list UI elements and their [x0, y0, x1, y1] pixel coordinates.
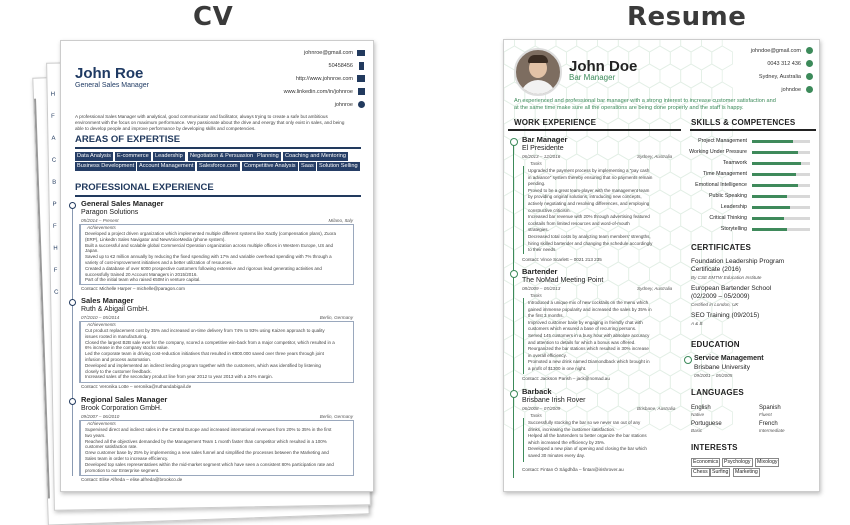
skill-bar-fill — [752, 206, 790, 209]
bullet-line: Supervised direct and indirect sales in the Central Europe and increased international revenues from 20% to 35% in the first — [85, 427, 332, 432]
cv-back-sheet: H F A C B P F H F C — [46, 57, 371, 510]
bullet-line: variety of cost-improvement initiatives and a better utilization of resources. — [85, 260, 233, 265]
skill-bar — [752, 228, 810, 231]
cv-contact-linkedin[interactable]: www.linkedin.com/in/johnroe — [283, 89, 353, 95]
skill-bar — [752, 162, 810, 165]
resume-job-dates: 08/2009 – 05/2013 — [522, 286, 561, 291]
interest-chip: Mixology — [757, 459, 778, 465]
bullet-line: customers which ensured a base of recurring persons. — [528, 326, 637, 332]
bullet-line: Developed a new plan of opening and closing the bar which — [528, 446, 647, 452]
language-level: Native — [691, 412, 705, 417]
cv-job-title-item: Sales Manager — [81, 296, 134, 305]
language-level: Intermediate — [759, 428, 785, 433]
cv-company: Brook Corporation GmbH. — [81, 405, 162, 412]
timeline-dot — [684, 356, 692, 364]
bullet-line: 6% increase in the company stocks value. — [85, 345, 169, 351]
bullet-line: actively negotiating and resolving differences, and employing — [528, 201, 650, 206]
tasks-label: Tasks — [530, 161, 542, 166]
resume-contact-phone: 0043 312 436 — [767, 61, 801, 67]
resume-company: The NoMad Meeting Point — [522, 277, 604, 284]
interest-chip: Economics — [693, 459, 719, 465]
expertise-tag: E-commerce — [117, 153, 149, 159]
skill-name: Working Under Pressure — [689, 149, 747, 155]
expertise-tag: Data Analysis — [77, 153, 111, 159]
expertise-tag: Account Management — [139, 163, 194, 169]
cv-timeline — [72, 206, 73, 476]
bullet-line: Japan. — [85, 248, 99, 254]
cv-job-dates: 05/2014 – Present — [81, 218, 119, 223]
bullet-line: Upgraded the payment process by implementing a "pay cash — [528, 168, 650, 173]
certificate-name: Foundation Leadership Program — [691, 258, 785, 265]
bullet-line: Successfully stocking the bar so we never ran out of any — [528, 420, 641, 425]
resume-job-contact: Contact: Vince Scarlett – 0021 213 235 — [522, 257, 602, 262]
education-dates: 09/2001 – 05/2005 — [694, 373, 733, 378]
cv-job-location: Berlin, Germany — [319, 414, 353, 419]
skill-name: Time Management — [703, 171, 747, 177]
bullet-line: Served 145 customers in a busy hour with absolute accuracy — [528, 333, 650, 338]
location-icon — [806, 73, 813, 80]
interest-chip: Psychology — [724, 459, 751, 465]
bullet-line: Closed the largest B2B sale ever for the company, scored a competitive win-back from a major competitor, which resulted in a — [85, 339, 335, 345]
bullet-line: saved 30 minutes every day. — [528, 453, 585, 458]
bullet-line: closely to the customer feedback. — [85, 368, 152, 374]
skill-bar-fill — [752, 140, 793, 143]
cv-heading: CV — [193, 2, 234, 32]
education-school: Brisbane University — [694, 364, 750, 371]
interest-chip: Chess — [693, 469, 708, 475]
cv-summary-line: A professional Sales Manager with analytical, good communicator and facilitator, always trying to create a safe but ambitious — [75, 114, 328, 119]
cv-company: Paragon Solutions — [81, 209, 139, 216]
resume-job-location: Sydney, Australia — [637, 154, 673, 159]
skill-name: Storytelling — [720, 226, 747, 232]
skill-bar-fill — [752, 151, 798, 154]
skill-bar — [752, 217, 810, 220]
cv-expertise-title: AREAS OF EXPERTISE — [75, 134, 181, 145]
task-block-line — [523, 418, 524, 462]
timeline-dot — [69, 202, 76, 209]
cv-job-title: General Sales Manager — [75, 82, 149, 89]
skill-name: Public Speaking — [709, 193, 747, 199]
bullet-line: Promoted a new drink named Diamondback which brought in — [528, 359, 650, 365]
cv-job-title-item: General Sales Manager — [81, 199, 164, 208]
skill-bar — [752, 184, 810, 187]
language-name: French — [759, 421, 778, 427]
envelope-icon — [806, 47, 813, 54]
resume-document — [503, 39, 820, 492]
bullet-line: Cut product replacement cost by 35% and increased on-time delivery from 74% to 93% using Kaizen approach to quality — [85, 328, 325, 333]
resume-company: Brisbane Irish Rover — [522, 397, 586, 404]
certificate-name: European Bartender School — [691, 285, 772, 292]
language-level: Fluent — [759, 412, 772, 417]
resume-job-title-item: Barback — [522, 387, 552, 396]
resume-job-contact: Contact: Jackson Parish – jack@nomad.au — [522, 376, 610, 381]
expertise-tag: Business Development — [77, 163, 135, 169]
certificate-issuer: Certified in London, UK — [691, 302, 739, 307]
bullet-line: constructive criticism. — [528, 207, 571, 213]
section-divider — [508, 129, 681, 131]
timeline-dot — [69, 398, 76, 405]
cv-job-location: Berlin, Germany — [319, 315, 353, 320]
skill-bar-fill — [752, 173, 796, 176]
bullet-line: in overall efficiency. — [528, 352, 567, 358]
cv-job-contact: Contact: Michelle Harper – michelle@paragon.com — [81, 286, 185, 291]
bullet-line: Reached all the objectives demanded by the Management Team 1 month faster than competitor which resulted in a 100% — [85, 438, 327, 444]
interests-title: INTERESTS — [691, 443, 738, 452]
skill-name: Emotional Intelligence — [695, 182, 747, 188]
skills-title: SKILLS & COMPETENCES — [691, 118, 796, 127]
bullet-line: gained immense popularity and increased the sales by 35% in — [528, 306, 652, 312]
resume-timeline — [513, 143, 514, 478]
skype-icon — [806, 86, 813, 93]
skill-name: Critical Thinking — [709, 215, 747, 221]
cv-contact-phone: 50458456 — [328, 63, 353, 69]
resume-job-title-item: Bartender — [522, 267, 558, 276]
skill-bar — [752, 140, 810, 143]
achievements-label: Achievements — [87, 225, 116, 230]
bullet-line: Developed and implemented an indirect lending program together with the customers, which was identified by listening — [85, 362, 321, 368]
skill-bar — [752, 173, 810, 176]
skill-name: Project Management — [698, 138, 747, 144]
timeline-dot — [69, 299, 76, 306]
interest-chip: Marketing — [735, 469, 758, 475]
skill-bar-fill — [752, 184, 798, 187]
interest-chip: Surfing — [712, 469, 729, 475]
cv-name: John Roe — [75, 65, 144, 82]
expertise-tag: Salesforce.com — [199, 163, 238, 169]
cv-job-dates: 07/2010 – 05/2014 — [81, 315, 120, 320]
language-name: Spanish — [759, 405, 781, 411]
bullet-line: Reorganized the bar stations which resulted in 30% increase — [528, 346, 649, 352]
timeline-dot — [510, 390, 518, 398]
certificate-name: (02/2009 – 05/2009) — [691, 293, 750, 300]
certificate-issuer: A & B — [691, 321, 703, 326]
bullet-line: customer satisfaction rate. — [85, 444, 138, 450]
bullet-line: which increased the efficiency by 25%. — [528, 439, 606, 445]
resume-job-dates: 06/2008 – 07/2009 — [522, 406, 561, 411]
phone-icon — [806, 60, 813, 67]
bullet-line: Built a successful and scalable global Commercial Operation organization across multiple offices in Western Europe, US and — [85, 242, 333, 248]
achievements-label: Achievements — [87, 322, 116, 327]
language-level: Basic — [691, 428, 703, 433]
cv-job-contact: Contact: Veronika Lotte – veronika@ruthandabigail.de — [81, 384, 192, 389]
bullet-line: infusion and process automation. — [85, 357, 152, 362]
bullet-line: cocktails from limited resources and word-of-mouth — [528, 220, 630, 226]
bullet-line: Grew customer base by 25% by implementing a new sales funnel and simplified the processes between the Marketing and — [85, 450, 329, 456]
bullet-line: Introduced a unique mix of new cocktails on the menu which — [528, 300, 649, 305]
resume-company: El Presidente — [522, 145, 564, 152]
resume-job-title-item: Bar Manager — [522, 135, 568, 144]
certificate-issuer: By CSE EMTW Education Institute — [691, 275, 762, 280]
task-block-line — [523, 166, 524, 254]
bullet-line: Sales team in order to increase efficiency. — [85, 456, 169, 461]
resume-job-location: Brisbane, Australia — [637, 406, 676, 411]
bullet-line: strategies. — [528, 227, 549, 233]
bullet-line: to their needs. — [528, 247, 557, 253]
skill-bar-fill — [752, 195, 787, 198]
resume-job-title: Bar Manager — [569, 73, 616, 82]
skill-bar-fill — [752, 162, 801, 165]
work-experience-title: WORK EXPERIENCE — [514, 118, 597, 127]
section-divider — [75, 147, 361, 149]
cv-contact-website[interactable]: http://www.johnroe.com — [295, 76, 353, 82]
bullet-line: a profit of $1300 in one night. — [528, 366, 587, 371]
bullet-line: and attention to details for which a bonus was offered. — [528, 339, 636, 345]
language-name: English — [691, 405, 711, 411]
certificate-name: Certificate (2016) — [691, 266, 741, 273]
resume-contact-skype: johndoe — [781, 87, 801, 93]
bullet-line: Increased sales of the secondary product line from year 2012 to year 2013 with a 24% margin. — [85, 374, 273, 380]
bullet-line: Proved to be a great team-player with the management team — [528, 187, 650, 193]
bullet-line: Developed a project driven organization which implemented multiple different systems like Xactly (compensation plans), Zuora — [85, 231, 337, 236]
expertise-tag: Saas — [301, 163, 314, 169]
certificates-title: CERTIFICATES — [691, 243, 752, 252]
skill-name: Teamwork — [722, 160, 747, 166]
skype-icon — [358, 101, 365, 108]
resume-contact-email[interactable]: johndoe@gmail.com — [750, 48, 801, 54]
cv-document — [60, 40, 374, 492]
bullet-line: Increased bar revenue with 20% through advertising featured — [528, 214, 650, 220]
section-divider — [690, 129, 816, 131]
monitor-icon — [357, 75, 365, 82]
cv-job-location: Milano, Italy — [328, 218, 353, 223]
bullet-line: by providing original solutions, introducing new concepts, — [528, 194, 642, 200]
bullet-line: hiring skilled bartender and changing the schedule accordingly — [528, 240, 653, 246]
skill-bar — [752, 206, 810, 209]
skill-bar-fill — [752, 228, 787, 231]
cv-company: Ruth & Abigail GmbH. — [81, 306, 150, 313]
resume-summary-line: at the same time make sure all the operations are being done properly and the staff is happy. — [514, 105, 744, 111]
expertise-tag: Coaching and Mentoring — [285, 153, 346, 159]
resume-job-contact: Contact: Fintan Ó Ságdhða – fintan@irishrover.au — [522, 467, 624, 472]
expertise-tag: Leadership — [155, 153, 183, 159]
timeline-dot — [510, 138, 518, 146]
avatar — [514, 48, 562, 96]
achievements-label: Achievements — [87, 421, 116, 426]
language-name: Portuguese — [691, 421, 722, 427]
bullet-line: Decreased total costs by analyzing team members' strengths, — [528, 234, 651, 239]
bullet-line: pending. — [528, 181, 546, 187]
cv-contact-skype: johnroe — [334, 102, 353, 108]
section-divider — [75, 195, 361, 197]
task-block-line — [523, 298, 524, 374]
certificate-name: SEO Training (09/2015) — [691, 312, 760, 319]
bullet-line: the first 3 months. — [528, 313, 564, 319]
resume-contact-location: Sydney, Australia — [758, 74, 801, 80]
education-degree: Service Management — [694, 355, 764, 362]
skill-bar — [752, 151, 810, 154]
cv-contact-email[interactable]: johnroe@gmail.com — [304, 50, 353, 56]
resume-name: John Doe — [569, 58, 638, 75]
bullet-line: two years. — [85, 432, 106, 438]
cv-job-title-item: Regional Sales Manager — [81, 395, 168, 404]
education-title: EDUCATION — [691, 340, 740, 349]
skill-name: Leadership — [720, 204, 747, 210]
tasks-label: Tasks — [530, 293, 542, 298]
skill-bar-fill — [752, 217, 784, 220]
bullet-line: Developed top sales representatives within the mid-market segment which have seen a consistent 80% participation rate and — [85, 461, 334, 467]
resume-job-dates: 06/2013 – 12/2016 — [522, 154, 561, 159]
cv-experience-title: PROFESSIONAL EXPERIENCE — [75, 182, 214, 193]
bullet-line: Improved customer base by engaging in friendly chat with — [528, 319, 643, 325]
resume-job-location: Sydney, Australia — [637, 286, 673, 291]
bullet-line: Saved up to €2 million annually by reducing the fixed spending with 17% and variable overhead spending with 7% through a — [85, 254, 332, 260]
cv-job-dates: 09/2007 – 06/2010 — [81, 414, 120, 419]
expertise-tag: Negotiation & Persuasion — [190, 153, 254, 159]
resume-summary-line: An experienced and professional bar manager with a strong interest to increase customer satisfaction and — [514, 98, 776, 104]
expertise-tag: Competitive Analysis — [244, 163, 296, 169]
tasks-label: Tasks — [530, 413, 542, 418]
cv-job-contact: Contact: Elise Alfreda – elise.alfreda@brookco.de — [81, 477, 183, 482]
bullet-line: Led the corporate team in driving cost-reduction initiatives that resulted in €800.000 saved over three years through joint — [85, 351, 324, 357]
cv-summary-line: able to develop people and improve performance by developing skills and competencies. — [75, 126, 256, 131]
bullet-line: (ERP), LinkedIn Sales Navigator and NewVoiceMedia (phone system). — [85, 236, 226, 242]
skill-bar — [752, 195, 810, 198]
bullet-line: in advance" system thereby ensuring that no payments remain — [528, 174, 653, 180]
bullet-line: successfully trained 20 Account Managers in 2015/2016. — [85, 271, 198, 277]
phone-icon — [359, 62, 364, 70]
expertise-tag: Planning — [257, 153, 279, 159]
bullet-line: Helped all the bartenders to better organize the bar stations — [528, 433, 647, 439]
resume-heading: Resume — [627, 2, 747, 32]
timeline-dot — [510, 270, 518, 278]
languages-title: LANGUAGES — [691, 388, 744, 397]
bullet-line: Part of the initial team who raised €50M in venture capital. — [85, 277, 201, 283]
linkedin-icon — [358, 88, 365, 95]
bullet-line: issues rooted in manufacturing. — [85, 333, 148, 339]
bullet-line: drinks, increasing the customer satisfaction. — [528, 426, 616, 432]
bullet-line: promotion to our Enterprise segment. — [85, 467, 160, 473]
expertise-tag: Solution Selling — [319, 163, 358, 169]
cv-summary-line: environment with the focus on maximum performance. Very passionate about the drive and energy that only exist in sales, and being — [75, 120, 345, 125]
envelope-icon — [357, 50, 365, 56]
bullet-line: Created a database of over 6000 prospective customers following extensive and rigorous lead generating activities and — [85, 265, 322, 271]
